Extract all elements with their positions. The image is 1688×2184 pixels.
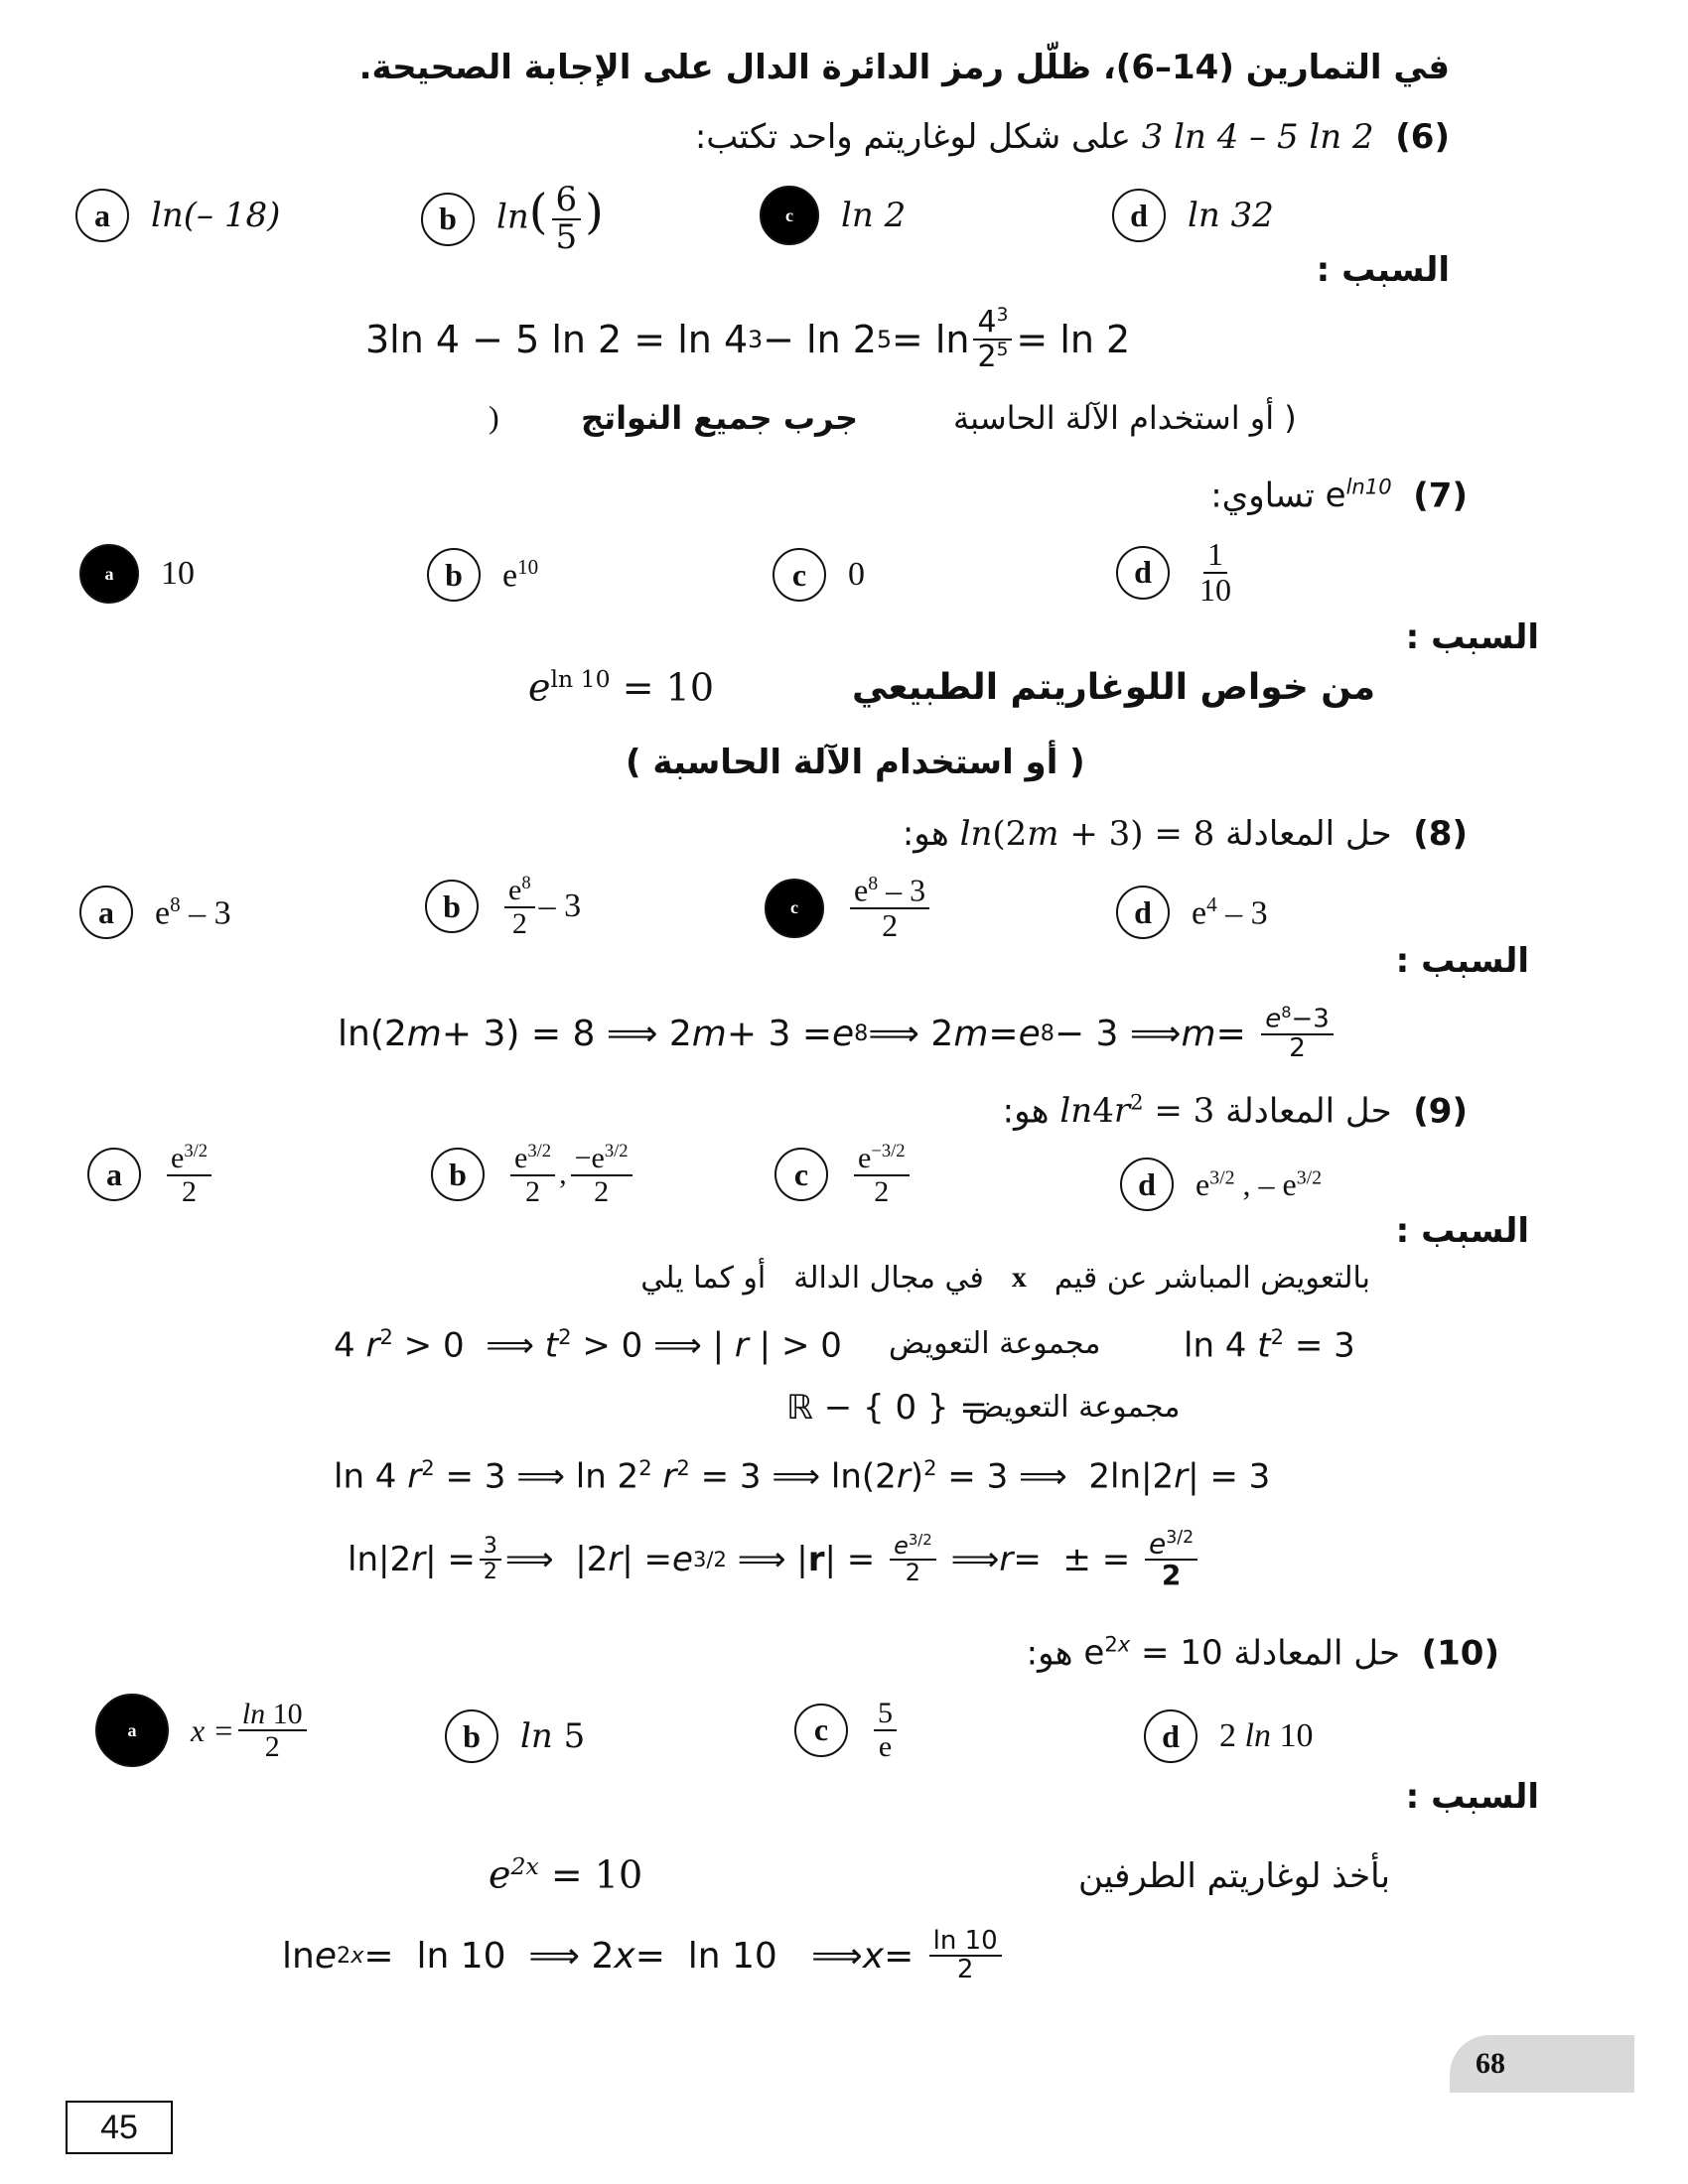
q7-solution: $e^{ln 10} = 10$ — [528, 665, 715, 710]
instructions: في التمارين (14–6)، ظلّل رمز الدائرة الدال على الإجابة الصحيحة. — [358, 48, 1450, 87]
q8-solution: ln(2 m + 3) = 8 ⟹ 2 m + 3 = e 8 ⟹ 2 m = e 8 − 3 ⟹ m = $\frac{e^8-3}{2}$ — [338, 1005, 1337, 1062]
q9-option-b[interactable]: b $\frac{e^{3/2}}{2}$ , $\frac{-e^{3/2}}{2}$ — [431, 1142, 636, 1207]
q8-reason-label: السبب : — [1395, 941, 1529, 981]
q9-line3-set: ℝ − { 0 } = — [786, 1388, 988, 1428]
option-d-circle[interactable]: d — [1116, 546, 1170, 600]
q6-option-d[interactable]: d ln 32 — [1112, 189, 1274, 242]
q7-reason-label: السبب : — [1405, 617, 1539, 657]
option-b-circle[interactable]: b — [427, 548, 481, 602]
option-b-circle[interactable]: b — [421, 193, 475, 246]
q9-line2-mid: مجموعة التعويض — [889, 1326, 1101, 1361]
q7-option-b[interactable]: b $e^{10}$ — [427, 548, 538, 602]
q9-line1-a: بالتعويض المباشر عن قيم — [1054, 1261, 1370, 1296]
option-d-circle[interactable]: d — [1144, 1709, 1197, 1763]
page-box-number: 45 — [66, 2101, 173, 2154]
q10-eq2: ln e 2x = ln 10 ⟹ 2 x = ln 10 ⟹ x = $\frac{\ln 10}{2}$ — [282, 1928, 1006, 1984]
option-c-circle-filled[interactable]: c — [765, 879, 824, 938]
q10-option-c[interactable]: c $\frac{5}{e}$ — [794, 1698, 901, 1762]
q9-line1-c: أو كما يلي — [640, 1261, 767, 1296]
q7-note: من خواص اللوغاريتم الطبيعي — [851, 667, 1375, 708]
q7-option-a[interactable]: a 10 — [79, 544, 195, 604]
q6-option-c[interactable]: c ln 2 — [760, 186, 906, 245]
q8-text: (8) حل المعادلة ln(2m + 3) = 8 هو: — [902, 814, 1468, 854]
q7-option-d[interactable]: d $\frac{1}{10}$ — [1116, 538, 1239, 607]
q9-option-c[interactable]: c $\frac{e^{-3/2}}{2}$ — [774, 1142, 914, 1207]
q6-option-b[interactable]: b ln( $\frac{6}{5}$ ) — [421, 183, 604, 255]
q6-solution: 3ln 4 − 5 ln 2 = ln 4 3 − ln 2 5 = ln $\frac{4^3}{2^5}$ = ln 2 — [365, 305, 1131, 374]
q6-option-a[interactable]: a ln(– 18) — [75, 189, 280, 242]
option-a-circle[interactable]: a — [75, 189, 129, 242]
q6-reason-label: السبب : — [1316, 250, 1450, 290]
option-d-circle[interactable]: d — [1112, 189, 1166, 242]
q7-option-c[interactable]: c 0 — [773, 548, 865, 602]
option-d-circle[interactable]: d — [1120, 1158, 1174, 1211]
option-d-circle[interactable]: d — [1116, 886, 1170, 939]
option-b-circle[interactable]: b — [431, 1148, 485, 1201]
q9-line1-x: x — [1011, 1261, 1027, 1294]
q10-option-b[interactable]: b ln 5 — [445, 1709, 585, 1763]
option-a-circle-filled[interactable]: a — [79, 544, 139, 604]
q8-option-a[interactable]: a $e^8 - 3$ — [79, 886, 231, 939]
q9-text: (9) حل المعادلة $\ln 4r^2 = 3$ هو: — [1002, 1090, 1468, 1132]
q9-line5: ln|2 r | = $\frac{3}{2}$ ⟹ |2 r | = e 3/2 ⟹ | r | = $\frac{e^{3/2}}{2}$ ⟹ r = ± = $\frac{e^{3/2}}{2}$ — [348, 1529, 1201, 1589]
q9-option-a[interactable]: a $\frac{e^{3/2}}{2}$ — [87, 1142, 215, 1207]
q10-note: بأخذ لوغاريتم الطرفين — [1078, 1856, 1390, 1896]
option-a-circle-filled[interactable]: a — [95, 1694, 169, 1767]
q6-text: (6) 3 ln 4 – 5 ln 2 على شكل لوغاريتم واحد تكتب: — [694, 117, 1450, 157]
q10-text: (10) حل المعادلة $e^{2x} = 10$ هو: — [1026, 1632, 1499, 1674]
q9-line4: ln 4 $r^2 = 3$ ⟹ $\ln 2^2$ $r^2 = 3$ ⟹ $\ln(2r)^2 = 3$ ⟹ 2ln|2r| = 3 — [334, 1455, 1271, 1497]
q8-option-d[interactable]: d $e^4 - 3$ — [1116, 886, 1268, 939]
option-c-circle[interactable]: c — [794, 1704, 848, 1757]
q6-hint-paren: ) — [489, 399, 499, 435]
q9-line2-left: 4 $r^2 > 0$ ⟹ $t^2 > 0$ ⟹ | r | > 0 — [334, 1324, 842, 1366]
q10-option-d[interactable]: d 2 ln 10 — [1144, 1709, 1313, 1763]
option-a-circle[interactable]: a — [87, 1148, 141, 1201]
q9-line2-right: ln 4 $t^2 = 3$ — [1184, 1324, 1355, 1366]
q8-option-c[interactable]: c $\frac{e^8 - 3}{2}$ — [765, 874, 933, 943]
q8-option-b[interactable]: b $\frac{e^8}{2}$ – 3 — [425, 874, 581, 939]
q6-hint-right: ( أو استخدام الآلة الحاسبة — [953, 399, 1297, 437]
q9-line1-b: في مجال الدالة — [793, 1261, 984, 1296]
q10-reason-label: السبب : — [1405, 1777, 1539, 1817]
page-number-tab — [1450, 2035, 1634, 2093]
q9-reason-label: السبب : — [1395, 1211, 1529, 1251]
q9-line1 — [640, 1261, 1370, 1296]
q7-text: (7) $e^{ln10}$ تساوي: — [1210, 475, 1468, 516]
q10-option-a[interactable]: a x = $\frac{\ln 10}{2}$ — [95, 1694, 311, 1767]
option-c-circle-filled[interactable]: c — [760, 186, 819, 245]
q9-line3-label: مجموعة التعويض — [968, 1390, 1181, 1425]
q7-hint: ( أو استخدام الآلة الحاسبة ) — [626, 743, 1085, 782]
option-b-circle[interactable]: b — [425, 880, 479, 933]
page-number: 68 — [1476, 2047, 1505, 2080]
option-c-circle[interactable]: c — [773, 548, 826, 602]
option-b-circle[interactable]: b — [445, 1709, 498, 1763]
q9-option-d[interactable]: d $e^{3/2}$ , – $e^{3/2}$ — [1120, 1158, 1322, 1211]
q6-hint-left: جرب جميع النواتج — [581, 399, 858, 437]
option-a-circle[interactable]: a — [79, 886, 133, 939]
option-c-circle[interactable]: c — [774, 1148, 828, 1201]
q10-eq1: $e^{2x} = 10$ — [489, 1852, 643, 1897]
